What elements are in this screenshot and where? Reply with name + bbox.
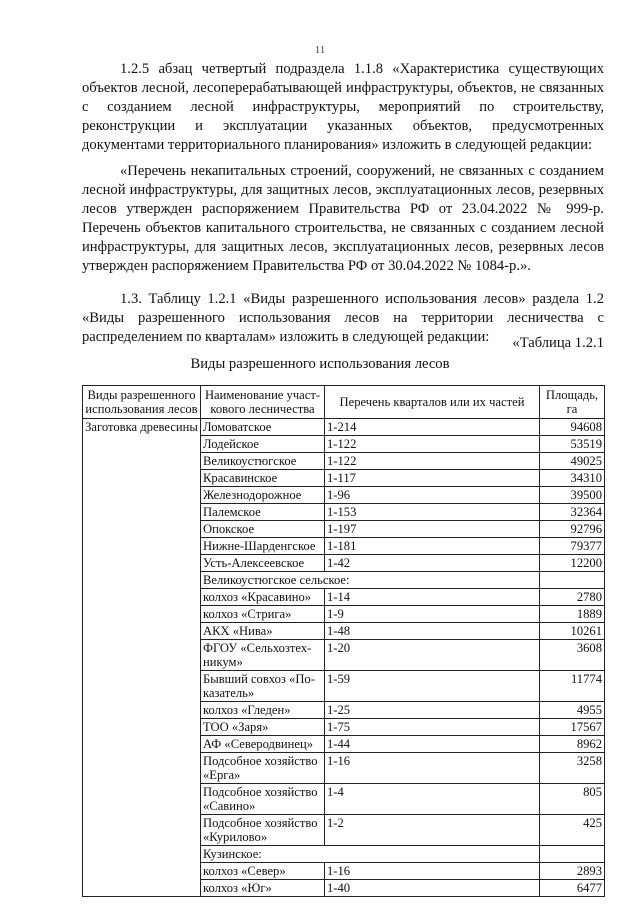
quarters-cell: 1-25 (325, 702, 540, 719)
area-cell: 3258 (540, 753, 605, 784)
quarters-cell: 1-44 (325, 736, 540, 753)
quarters-cell: 1-16 (325, 863, 540, 880)
header-forestry: Наименование участ-кового лесничества (201, 386, 325, 419)
forestry-cell: колхоз «Север» (201, 863, 325, 880)
paragraph-3: 1.3. Таблицу 1.2.1 «Виды разрешенного использования лесов» раздела 1.2 «Виды разрешенного использования лесов на территории лесничества с распределением по кварталам» изложить в следующей редакции: (82, 291, 604, 345)
forestry-cell: Нижне-Шарденгское (201, 538, 325, 555)
quarters-cell: 1-59 (325, 671, 540, 702)
area-cell: 4955 (540, 702, 605, 719)
table-header-row (83, 386, 605, 419)
quarters-cell: 1-214 (325, 419, 540, 436)
forest-use-table (82, 385, 605, 897)
quarters-cell: 1-4 (325, 784, 540, 815)
quarters-cell: 1-122 (325, 436, 540, 453)
quarters-cell: 1-75 (325, 719, 540, 736)
quarters-cell: 1-9 (325, 606, 540, 623)
forestry-cell: Усть-Алексеевское (201, 555, 325, 572)
quarters-cell: 1-40 (325, 880, 540, 897)
quarters-cell: 1-117 (325, 470, 540, 487)
area-cell: 32364 (540, 504, 605, 521)
quarters-cell: 1-2 (325, 815, 540, 846)
quarters-cell: 1-14 (325, 589, 540, 606)
area-cell: 12200 (540, 555, 605, 572)
header-use: Виды разрешенного использования лесов (83, 386, 201, 419)
forestry-cell: АФ «Северодвинец» (201, 736, 325, 753)
quarters-cell: 1-20 (325, 640, 540, 671)
forestry-cell: Подсобное хозяйство «Курилово» (201, 815, 325, 846)
area-cell: 34310 (540, 470, 605, 487)
forestry-cell: Подсобное хозяйство «Ерга» (201, 753, 325, 784)
area-cell (540, 846, 605, 863)
group-label: Великоустюгское сельское: (201, 572, 540, 589)
area-cell: 8962 (540, 736, 605, 753)
quarters-cell: 1-48 (325, 623, 540, 640)
area-cell: 79377 (540, 538, 605, 555)
area-cell: 425 (540, 815, 605, 846)
table-row (83, 419, 605, 436)
use-type-cell: Заготовка древесины (83, 419, 201, 897)
table-reference: «Таблица 1.2.1 (512, 335, 604, 351)
area-cell: 805 (540, 784, 605, 815)
quarters-cell: 1-96 (325, 487, 540, 504)
paragraph-2: «Перечень некапитальных строений, сооружений, не связанных с созданием лесной инфраструктуры, для защитных лесов, эксплуатационных лесов, резервных лесов утвержден распоряжением Правительства РФ от 23.04.2022 № 999-р. Перечень объектов капитального строительства, не связанных с созданием лесной инфраструктуры, для защитных лесов, эксплуатационных лесов, резервных лесов утвержден распоряжением Правительства РФ от 30.04.2022 № 1084-р.». (82, 163, 604, 274)
header-area: Площадь, га (540, 386, 605, 419)
area-cell: 2780 (540, 589, 605, 606)
forestry-cell: Великоустюгское (201, 453, 325, 470)
area-cell: 49025 (540, 453, 605, 470)
quarters-cell: 1-153 (325, 504, 540, 521)
area-cell: 2893 (540, 863, 605, 880)
forestry-cell: ТОО «Заря» (201, 719, 325, 736)
quarters-cell: 1-122 (325, 453, 540, 470)
quarters-cell: 1-181 (325, 538, 540, 555)
forestry-cell: Опокское (201, 521, 325, 538)
forestry-cell: Ломоватское (201, 419, 325, 436)
area-cell: 53519 (540, 436, 605, 453)
area-cell: 3608 (540, 640, 605, 671)
forestry-cell: Бывший совхоз «По-казатель» (201, 671, 325, 702)
forestry-cell: колхоз «Красавино» (201, 589, 325, 606)
area-cell: 11774 (540, 671, 605, 702)
group-label: Кузинское: (201, 846, 540, 863)
area-cell: 92796 (540, 521, 605, 538)
table-title: Виды разрешенного использования лесов (190, 356, 450, 372)
forestry-cell: Подсобное хозяйство «Савино» (201, 784, 325, 815)
forestry-cell: колхоз «Гледен» (201, 702, 325, 719)
forestry-cell: ФГОУ «Сельхозтех-никум» (201, 640, 325, 671)
quarters-cell: 1-197 (325, 521, 540, 538)
forestry-cell: Красавинское (201, 470, 325, 487)
quarters-cell: 1-16 (325, 753, 540, 784)
forestry-cell: колхоз «Юг» (201, 880, 325, 897)
quarters-cell: 1-42 (325, 555, 540, 572)
area-cell: 1889 (540, 606, 605, 623)
area-cell: 17567 (540, 719, 605, 736)
forestry-cell: Железнодорожное (201, 487, 325, 504)
forestry-cell: Палемское (201, 504, 325, 521)
forestry-cell: колхоз «Стрига» (201, 606, 325, 623)
paragraph-1: 1.2.5 абзац четвертый подраздела 1.1.8 «Характеристика существующих объектов лесной, лесоперерабатывающей инфраструктуры, объектов, не связанных с созданием лесной инфраструктуры, мероприятий по строительству, реконструкции и эксплуатации указанных объектов, предусмотренных документами территориального планирования» изложить в следующей редакции: (82, 61, 604, 153)
area-cell: 94608 (540, 419, 605, 436)
area-cell: 10261 (540, 623, 605, 640)
forestry-cell: АКХ «Нива» (201, 623, 325, 640)
header-quarters: Перечень кварталов или их частей (325, 386, 540, 419)
area-cell (540, 572, 605, 589)
forestry-cell: Лодейское (201, 436, 325, 453)
area-cell: 6477 (540, 880, 605, 897)
area-cell: 39500 (540, 487, 605, 504)
page-number: 11 (314, 44, 326, 56)
